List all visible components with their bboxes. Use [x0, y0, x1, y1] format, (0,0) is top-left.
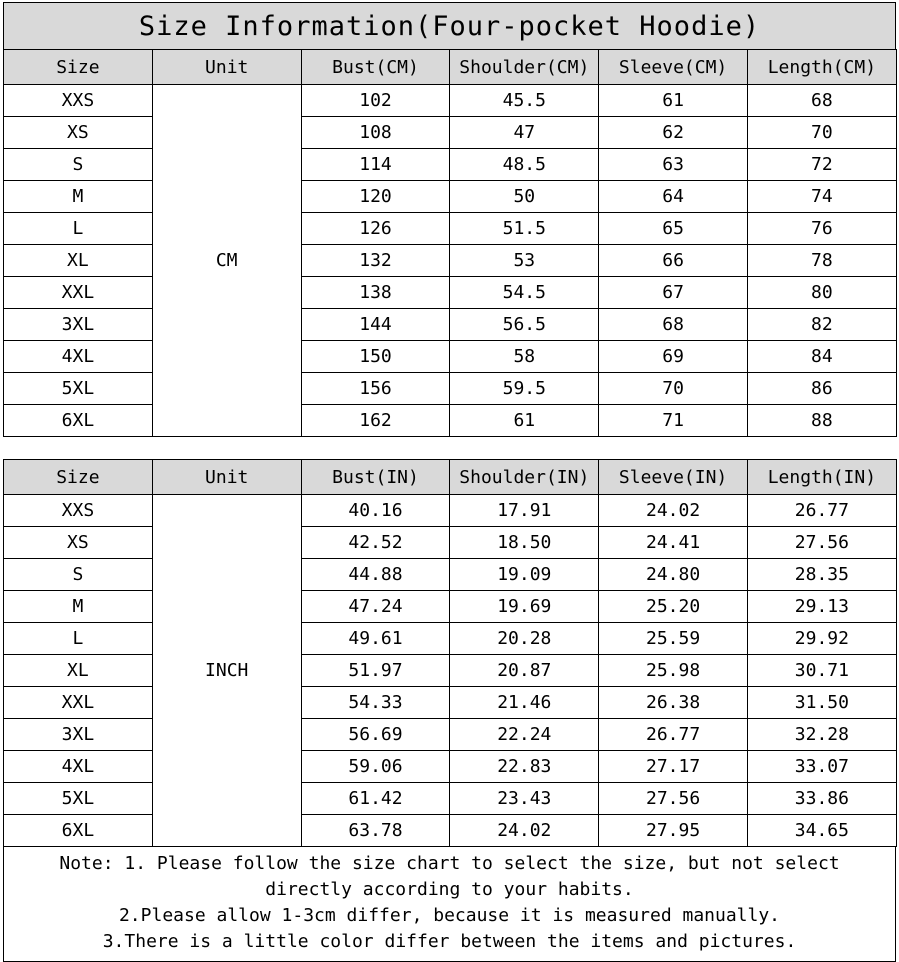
header-sleeve: Sleeve(IN): [599, 460, 748, 495]
cell-length: 33.07: [747, 751, 896, 783]
cell-shoulder: 53: [450, 245, 599, 277]
header-unit: Unit: [152, 50, 301, 85]
cell-shoulder: 18.50: [450, 527, 599, 559]
note-line: 3.There is a little color differ between the items and pictures.: [102, 931, 797, 952]
header-bust: Bust(IN): [301, 460, 450, 495]
cell-length: 84: [747, 341, 896, 373]
cell-bust: 63.78: [301, 815, 450, 847]
cell-shoulder: 45.5: [450, 85, 599, 117]
cell-size: XS: [4, 117, 153, 149]
table-row: [4, 373, 897, 405]
cell-length: 27.56: [747, 527, 896, 559]
cell-length: 82: [747, 309, 896, 341]
table-row: [4, 591, 897, 623]
cell-shoulder: 17.91: [450, 495, 599, 527]
cell-shoulder: 19.09: [450, 559, 599, 591]
cm-size-table: [3, 49, 897, 437]
note-line: Note: 1. Please follow the size chart to select the size, but not select: [59, 853, 840, 874]
cell-size: 4XL: [4, 341, 153, 373]
cell-shoulder: 24.02: [450, 815, 599, 847]
table-row: [4, 213, 897, 245]
cell-length: 74: [747, 181, 896, 213]
header-unit: Unit: [152, 460, 301, 495]
table-row: [4, 85, 897, 117]
cell-bust: 138: [301, 277, 450, 309]
cell-sleeve: 66: [599, 245, 748, 277]
cell-bust: 51.97: [301, 655, 450, 687]
cell-bust: 49.61: [301, 623, 450, 655]
table-row: [4, 277, 897, 309]
cell-shoulder: 19.69: [450, 591, 599, 623]
cell-shoulder: 23.43: [450, 783, 599, 815]
header-length: Length(CM): [747, 50, 896, 85]
cell-unit: CM: [152, 85, 301, 437]
cell-bust: 56.69: [301, 719, 450, 751]
cell-length: 29.13: [747, 591, 896, 623]
cell-bust: 102: [301, 85, 450, 117]
cell-sleeve: 24.80: [599, 559, 748, 591]
cell-size: XXL: [4, 277, 153, 309]
cell-size: XXS: [4, 495, 153, 527]
cell-size: L: [4, 213, 153, 245]
cell-sleeve: 61: [599, 85, 748, 117]
table-row: [4, 783, 897, 815]
cell-size: XXL: [4, 687, 153, 719]
note-line: 2.Please allow 1-3cm differ, because it is measured manually.: [118, 905, 781, 926]
cell-shoulder: 47: [450, 117, 599, 149]
table-row: [4, 245, 897, 277]
cell-sleeve: 26.38: [599, 687, 748, 719]
table-header-row: [4, 460, 897, 495]
table-row: [4, 527, 897, 559]
cell-shoulder: 56.5: [450, 309, 599, 341]
size-chart: [3, 2, 896, 962]
table-row: [4, 309, 897, 341]
table-row: [4, 405, 897, 437]
cell-length: 33.86: [747, 783, 896, 815]
table-row: [4, 117, 897, 149]
header-size: Size: [4, 50, 153, 85]
cell-length: 34.65: [747, 815, 896, 847]
cell-size: 6XL: [4, 815, 153, 847]
cell-sleeve: 64: [599, 181, 748, 213]
table-row: [4, 181, 897, 213]
cell-unit: INCH: [152, 495, 301, 847]
cell-length: 76: [747, 213, 896, 245]
header-size: Size: [4, 460, 153, 495]
cell-shoulder: 20.87: [450, 655, 599, 687]
cell-size: XXS: [4, 85, 153, 117]
table-row: [4, 341, 897, 373]
cell-bust: 120: [301, 181, 450, 213]
table-row: [4, 623, 897, 655]
cell-length: 32.28: [747, 719, 896, 751]
table-row: [4, 719, 897, 751]
header-length: Length(IN): [747, 460, 896, 495]
cell-bust: 114: [301, 149, 450, 181]
cell-bust: 54.33: [301, 687, 450, 719]
cell-bust: 150: [301, 341, 450, 373]
table-row: [4, 149, 897, 181]
cell-sleeve: 67: [599, 277, 748, 309]
cell-length: 29.92: [747, 623, 896, 655]
cell-size: L: [4, 623, 153, 655]
cell-size: 3XL: [4, 719, 153, 751]
cell-sleeve: 26.77: [599, 719, 748, 751]
cell-length: 70: [747, 117, 896, 149]
cell-sleeve: 62: [599, 117, 748, 149]
cell-size: 4XL: [4, 751, 153, 783]
cell-sleeve: 69: [599, 341, 748, 373]
cell-size: 3XL: [4, 309, 153, 341]
cell-sleeve: 68: [599, 309, 748, 341]
table-header-row: [4, 50, 897, 85]
cell-bust: 61.42: [301, 783, 450, 815]
inch-size-table: [3, 459, 897, 847]
cell-size: 6XL: [4, 405, 153, 437]
table-row: [4, 559, 897, 591]
cell-bust: 108: [301, 117, 450, 149]
cell-size: M: [4, 591, 153, 623]
cell-size: XL: [4, 245, 153, 277]
cell-length: 86: [747, 373, 896, 405]
cell-length: 28.35: [747, 559, 896, 591]
cell-sleeve: 24.02: [599, 495, 748, 527]
header-bust: Bust(CM): [301, 50, 450, 85]
cell-shoulder: 51.5: [450, 213, 599, 245]
cell-sleeve: 27.95: [599, 815, 748, 847]
cell-bust: 40.16: [301, 495, 450, 527]
cell-size: XL: [4, 655, 153, 687]
size-note: [3, 847, 896, 962]
cell-shoulder: 58: [450, 341, 599, 373]
cell-sleeve: 25.20: [599, 591, 748, 623]
cell-bust: 44.88: [301, 559, 450, 591]
header-shoulder: Shoulder(CM): [450, 50, 599, 85]
cell-bust: 156: [301, 373, 450, 405]
note-line: directly according to your habits.: [265, 879, 634, 900]
cell-shoulder: 48.5: [450, 149, 599, 181]
cell-length: 26.77: [747, 495, 896, 527]
cell-shoulder: 61: [450, 405, 599, 437]
cell-length: 80: [747, 277, 896, 309]
table-row: [4, 687, 897, 719]
cell-shoulder: 50: [450, 181, 599, 213]
cell-size: M: [4, 181, 153, 213]
cell-size: XS: [4, 527, 153, 559]
cell-sleeve: 63: [599, 149, 748, 181]
cell-shoulder: 54.5: [450, 277, 599, 309]
cell-bust: 144: [301, 309, 450, 341]
cell-bust: 42.52: [301, 527, 450, 559]
cell-bust: 59.06: [301, 751, 450, 783]
table-row: [4, 751, 897, 783]
cell-sleeve: 27.56: [599, 783, 748, 815]
table-row: [4, 495, 897, 527]
cell-shoulder: 59.5: [450, 373, 599, 405]
cell-size: 5XL: [4, 783, 153, 815]
cell-sleeve: 65: [599, 213, 748, 245]
header-sleeve: Sleeve(CM): [599, 50, 748, 85]
cell-sleeve: 71: [599, 405, 748, 437]
cell-bust: 132: [301, 245, 450, 277]
cell-sleeve: 70: [599, 373, 748, 405]
cell-size: S: [4, 149, 153, 181]
page-title: Size Information(Four-pocket Hoodie): [3, 2, 896, 50]
cell-length: 31.50: [747, 687, 896, 719]
table-row: [4, 815, 897, 847]
header-shoulder: Shoulder(IN): [450, 460, 599, 495]
cell-length: 78: [747, 245, 896, 277]
cell-bust: 126: [301, 213, 450, 245]
cell-length: 30.71: [747, 655, 896, 687]
cell-shoulder: 20.28: [450, 623, 599, 655]
cell-size: 5XL: [4, 373, 153, 405]
cell-bust: 47.24: [301, 591, 450, 623]
cell-shoulder: 22.24: [450, 719, 599, 751]
cell-sleeve: 25.59: [599, 623, 748, 655]
cell-sleeve: 24.41: [599, 527, 748, 559]
cell-shoulder: 21.46: [450, 687, 599, 719]
cell-size: S: [4, 559, 153, 591]
cell-sleeve: 25.98: [599, 655, 748, 687]
cell-length: 68: [747, 85, 896, 117]
cell-length: 72: [747, 149, 896, 181]
cell-shoulder: 22.83: [450, 751, 599, 783]
cell-length: 88: [747, 405, 896, 437]
table-row: [4, 655, 897, 687]
cell-sleeve: 27.17: [599, 751, 748, 783]
cell-bust: 162: [301, 405, 450, 437]
